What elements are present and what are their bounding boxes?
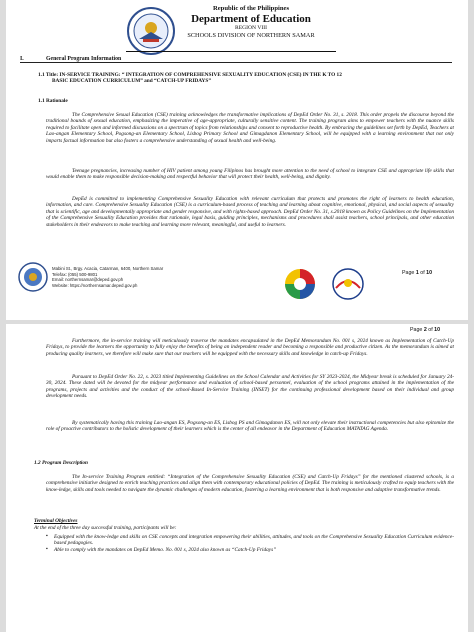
department-label: Department of Education <box>191 13 311 25</box>
rationale-paragraph-2: Teenage pregnancies, increasing number of HIV patient among young Filipinos has brought more attention to the need of school to integrate CSE and appropriate life skills that would enable them to make responsible decision-making and respectful behavior that will protect their health, well-being, and dignity. <box>46 168 454 181</box>
footer-website: Website: https://northernsamar.deped.gov.ph <box>52 282 138 288</box>
objectives-list <box>46 534 454 553</box>
objectives-intro: At the end of the three day successful training, participants will be: <box>34 525 177 531</box>
section-title: General Program Information <box>46 56 122 62</box>
deped-seal-logo <box>126 6 176 56</box>
footer-contact <box>52 266 163 288</box>
republic-label: Republic of the Philippines <box>212 5 290 12</box>
program-description-heading: 1.2 Program Description <box>34 460 89 466</box>
bagong-pilipinas-logo <box>333 269 363 299</box>
partner-logos <box>282 266 372 302</box>
body-paragraph-1: Furthermore, the in-service training will meticulously traverse the mandates encapsulated in the DepEd Memorandum No. 001 s, 2024 known as Implementation of Catch-Up Fridays, to provide the learners the opportunity to fully enjoy the benefits of being an independent reader and becoming a responsible and productive citizen. As the memorandum is aimed at producing quality learners, we therefore will make sure that our teachers will be equipped with the necessary skills and knowledge in catch-up Fridays. <box>46 338 454 357</box>
division-label: SCHOOLS DIVISION OF NORTHERN SAMAR <box>187 32 315 39</box>
body-paragraph-2: Pursuant to DepEd Order No. 22, s. 2023 titled Implementing Guidelines on the School Calendar and Activities for SY 2023-2024, the Midyear break is scheduled for January 24-30, 2024. These dated will be devoted for the midyear performance and evaluation of school-based personnel, evaluation of the school programs attained in the implementation of the programs, projects and activities and the conduct of the school-Based In-Service Training (INSET) for the continuing professional development based on their individual and group development needs. <box>46 374 454 400</box>
section-number: I. <box>20 56 24 62</box>
program-description: The In-service Training Program entitled: “Integration of the Comprehensive Sexuality Education (CSE) and Catch-Up Fridays” for the mentioned clustered schools, is a comprehensive initiative designed to enrich teaching practices and align them with contemporary educational policies of DepEd. The training is meticulously crafted to equip teachers with the know-ledge, skills and tools needed to navigate the dynamic challenges of modern education, fostering a learning environment that is both responsive and adaptive transformative trends. <box>46 474 454 493</box>
footer-telefax: Telefax: (055) 500-9801 <box>52 271 98 277</box>
letterhead <box>176 5 326 40</box>
footer-email: Email: northernsamar@deped.gov.ph <box>52 277 124 283</box>
rationale-paragraph-3: DepEd is committed to implementing Comprehensive Sexuality Education with relevant curriculum that protects and promotes the right of learners to health education, information, and care. Comprehensive Sexuality Education (CSE) is a curriculum-based process of teaching and learning about cognitive, emotional, physical, and social aspects of sexuality that is scientific, age and developmentally appropriate and gender responsive, and with rights-based approach. DepEd Order No. 31, s.2018 known as Policy Guidelines on the Implementation of the Comprehensive Sexuality Education provides that rationale, legal basis, guiding principles, mechanisms and procedures shall assist teachers, school principals, and other education stakeholders in their endeavors to make teaching and learning more relevant, meaningful, and useful to learners. <box>46 196 454 228</box>
document-page-1 <box>6 0 468 320</box>
matatag-logo <box>285 269 315 299</box>
footer-address: Mabini St., Brgy. Acacia, Catarman, 6400, Northern Samar <box>52 266 164 271</box>
body-paragraph-3: By systematically having this training Lao-angan ES, Pogsong-an ES, Lisbog PS and Gimagdanon ES, will not only elevate their instructional competencies but also epitomize the role of proactive contributors to the holistic development of their learners which is the center of all endeavor in the Department of Education MATATAG Agenda. <box>46 420 454 433</box>
rationale-heading: 1.1 Rationale <box>38 98 68 104</box>
rationale-paragraph-1: The Comprehensive Sexual Education (CSE) training acknowledges the transformative implications of DepEd Order No. 31, s. 2018. This order propels the discourse beyond the traditional bounds of sexual education, emphasizing the imperative of age-appropriate, culturally sensitive content. The training program aims to empower teachers with the nuance skills required to facilitate open and informed discussions on a spectrum of topics from relationships and consent to reproductive health. By embracing the guidelines set forth by DepEd, Teachers at Lao-angan Elementary School, Pogsong-an Elementary School, Lisbog Primary School and Gimagdanon Elementary School, will be equipped with a learning environment that not only imparts factual information but also fosters a comprehensive understanding of sexual health and well-being. <box>46 112 454 144</box>
program-title-line1: 1.1 Title: IN-SERVICE TRAINING: “ INTEGRATION OF COMPREHENSIVE SEXUALITY EDUCATION (CSE) IN THE K TO 12 <box>38 72 342 78</box>
header-divider <box>126 51 336 52</box>
objectives-heading: Terminal Objectives <box>34 518 78 524</box>
program-title-line2: BASIC EDUCATION CURRICULUM” and “CATCH-UP FRIDAYS” <box>52 78 211 85</box>
list-item: ▪ Equipped with the know-ledge and skills on CSE concepts and integration empowering their abilities, attitudes, and tools on the Comprehensive Sexuality Education Curriculum evidence-based pedagogies. <box>46 534 454 547</box>
list-item: ▪ Able to comply with the mandates on DepEd Memo. No. 001 s, 2024 also known as “Catch-Up Fridays” <box>46 547 454 553</box>
program-title <box>38 72 458 85</box>
page-number-2: Page 2 of 10 <box>410 327 441 333</box>
region-label: REGION VIII <box>234 25 268 31</box>
section-rule <box>20 62 452 63</box>
division-logo <box>18 262 48 292</box>
document-page-2 <box>6 324 468 632</box>
page-number-1: Page 1 of 10 <box>402 270 433 276</box>
